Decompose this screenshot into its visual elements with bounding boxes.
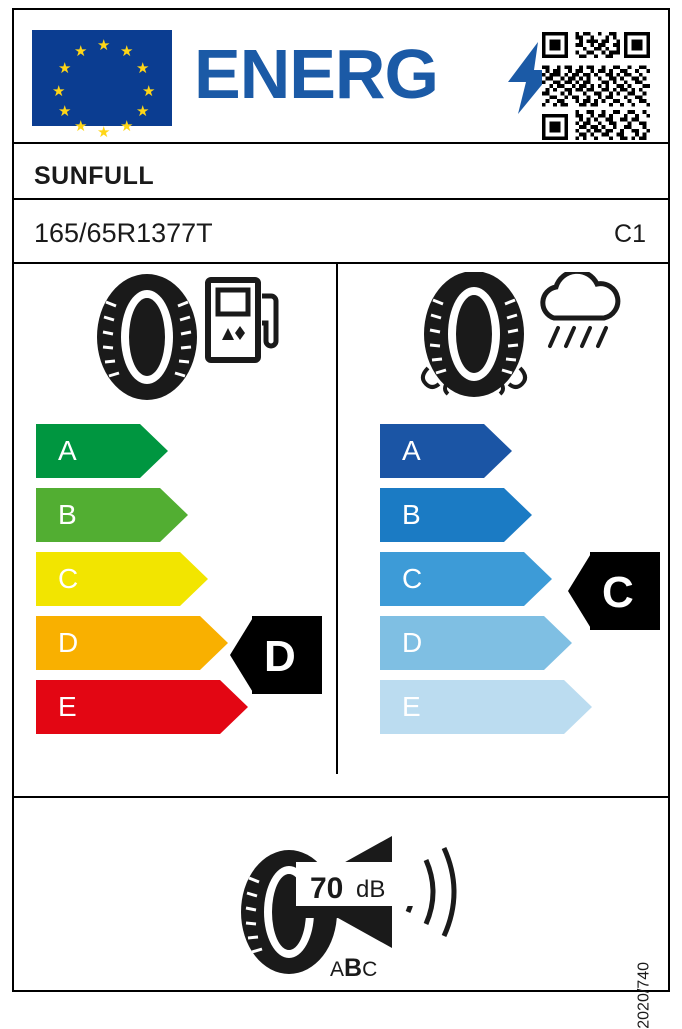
divider-noise — [14, 796, 668, 798]
fuel-grade-letter: E — [58, 691, 77, 722]
label-header — [14, 10, 668, 142]
fuel-tyre-icon — [92, 272, 202, 402]
eu-flag-icon: ★ ★ ★ ★ ★ ★ ★ ★ ★ ★ ★ ★ — [32, 30, 172, 126]
noise-class-a: A — [330, 958, 345, 981]
wet-grade-letter: A — [402, 435, 421, 466]
fuel-grade-letter: D — [58, 627, 79, 658]
wet-tyre-icon — [414, 272, 534, 402]
energy-label — [12, 8, 670, 1029]
fuel-grade-letter: B — [58, 499, 77, 530]
fuel-result-badge — [230, 616, 322, 694]
qr-code-icon — [542, 32, 650, 140]
fuel-grade-letter: A — [58, 435, 77, 466]
wet-result-badge — [568, 552, 660, 630]
noise-value: 70 — [310, 872, 344, 905]
tyre-class-code: C1 — [614, 220, 646, 248]
wet-grade-letter: D — [402, 627, 423, 658]
divider-brand — [14, 198, 668, 200]
brand-name: SUNFULL — [34, 162, 155, 190]
wet-grade-letter: B — [402, 499, 421, 530]
section-divider — [336, 264, 338, 774]
noise-class-b: B — [344, 954, 363, 982]
date-code: 2020/740 — [636, 962, 653, 1029]
divider-header — [14, 142, 668, 144]
divider-size — [14, 262, 668, 264]
wet-result-letter: C — [602, 568, 634, 617]
wet-grade-letter: E — [402, 691, 421, 722]
tyre-size: 165/65R1377T — [34, 218, 213, 248]
noise-unit: dB — [356, 876, 386, 903]
page-title: ENERG — [194, 35, 438, 113]
noise-class-c: C — [362, 958, 378, 981]
fuel-grade-letter: C — [58, 563, 79, 594]
noise-class-scale — [330, 954, 377, 983]
fuel-pump-icon — [204, 272, 282, 369]
wet-grade-letter: C — [402, 563, 423, 594]
rain-cloud-icon — [530, 272, 628, 367]
fuel-result-letter: D — [264, 632, 296, 681]
